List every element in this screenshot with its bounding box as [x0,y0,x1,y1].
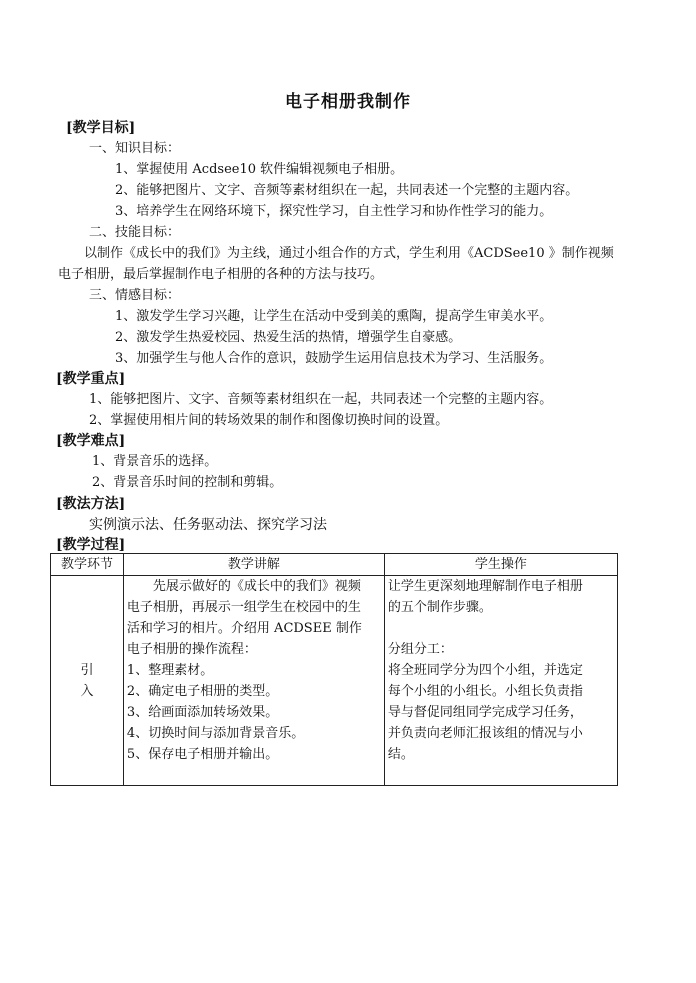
document-title: 电子相册我制作 [285,92,411,112]
student-line: 每个小组的小组长。小组长负责指 [387,684,583,699]
emotion-goal-item: 2、激发学生热爱校园、热爱生活的热情，增强学生自豪感。 [115,330,462,345]
teaching-step: 1、整理素材。 [126,663,214,678]
skill-goal-label: 二、技能目标： [89,225,181,240]
stage-label: 引 [80,662,94,678]
skill-goal-text: 电子相册，最后掌握制作电子相册的各种的方法与技巧。 [58,267,384,282]
column-header-student: 学生操作 [384,554,617,576]
teaching-step: 3、给画面添加转场效果。 [126,705,279,720]
student-cell [384,576,617,786]
student-line: 将全班同学分为四个小组，并选定 [387,663,583,678]
teaching-line: 活和学习的相片。介绍用 ACDSEE 制作 [126,621,362,636]
teaching-step: 5、保存电子相册并输出。 [126,747,279,762]
difficulty-item: 2、背景音乐时间的控制和剪辑。 [92,475,283,490]
methods-text: 实例演示法、任务驱动法、探究学习法 [89,517,327,533]
column-header-stage: 教学环节 [51,554,124,576]
difficulty-item: 1、背景音乐的选择。 [92,454,218,469]
emotion-goal-item: 3、加强学生与他人合作的意识，鼓励学生运用信息技术为学习、生活服务。 [115,351,553,366]
knowledge-goal-item: 2、能够把图片、文字、音频等素材组织在一起，共同表述一个完整的主题内容。 [115,183,579,198]
teaching-step: 2、确定电子相册的类型。 [126,684,279,699]
knowledge-goal-label: 一、知识目标： [89,141,181,156]
student-line: 并负责向老师汇报该组的情况与小 [387,726,583,741]
methods-heading: [教法方法] [56,496,126,512]
skill-goal-text: 以制作《成长中的我们》为主线，通过小组合作的方式，学生利用《ACDSee10 》制作视频 [84,246,614,261]
student-line: 分组分工： [387,642,453,657]
stage-label: 入 [80,683,94,699]
teaching-line: 先展示做好的《成长中的我们》视频 [152,579,361,594]
table-header-row [51,554,618,576]
difficulties-heading: [教学难点] [56,433,126,449]
emotion-goal-label: 三、情感目标： [89,288,181,303]
emotion-goal-item: 1、激发学生学习兴趣，让学生在活动中受到美的熏陶，提高学生审美水平。 [115,309,553,324]
table-row [51,576,618,786]
student-line: 让学生更深刻地理解制作电子相册 [387,579,583,594]
key-points-heading: [教学重点] [56,371,126,387]
process-table [50,553,618,786]
objectives-heading: [教学目标] [66,120,136,136]
process-heading: [教学过程] [56,537,126,553]
knowledge-goal-item: 1、掌握使用 Acdsee10 软件编辑视频电子相册。 [115,162,404,177]
column-header-teaching: 教学讲解 [123,554,384,576]
student-line: 导与督促同组同学完成学习任务， [387,705,583,720]
stage-cell [51,576,124,786]
teaching-line: 电子相册的操作流程： [126,642,257,657]
key-point-item: 2、掌握使用相片间的转场效果的制作和图像切换时间的设置。 [89,413,449,428]
student-line: 结。 [387,747,414,762]
teaching-line: 电子相册，再展示一组学生在校园中的生 [126,600,361,615]
teaching-step: 4、切换时间与添加背景音乐。 [126,726,305,741]
teaching-cell [123,576,384,786]
knowledge-goal-item: 3、培养学生在网络环境下，探究性学习，自主性学习和协作性学习的能力。 [115,204,553,219]
key-point-item: 1、能够把图片、文字、音频等素材组织在一起，共同表述一个完整的主题内容。 [89,392,553,407]
student-line: 的五个制作步骤。 [387,600,492,615]
spacer [388,618,614,639]
